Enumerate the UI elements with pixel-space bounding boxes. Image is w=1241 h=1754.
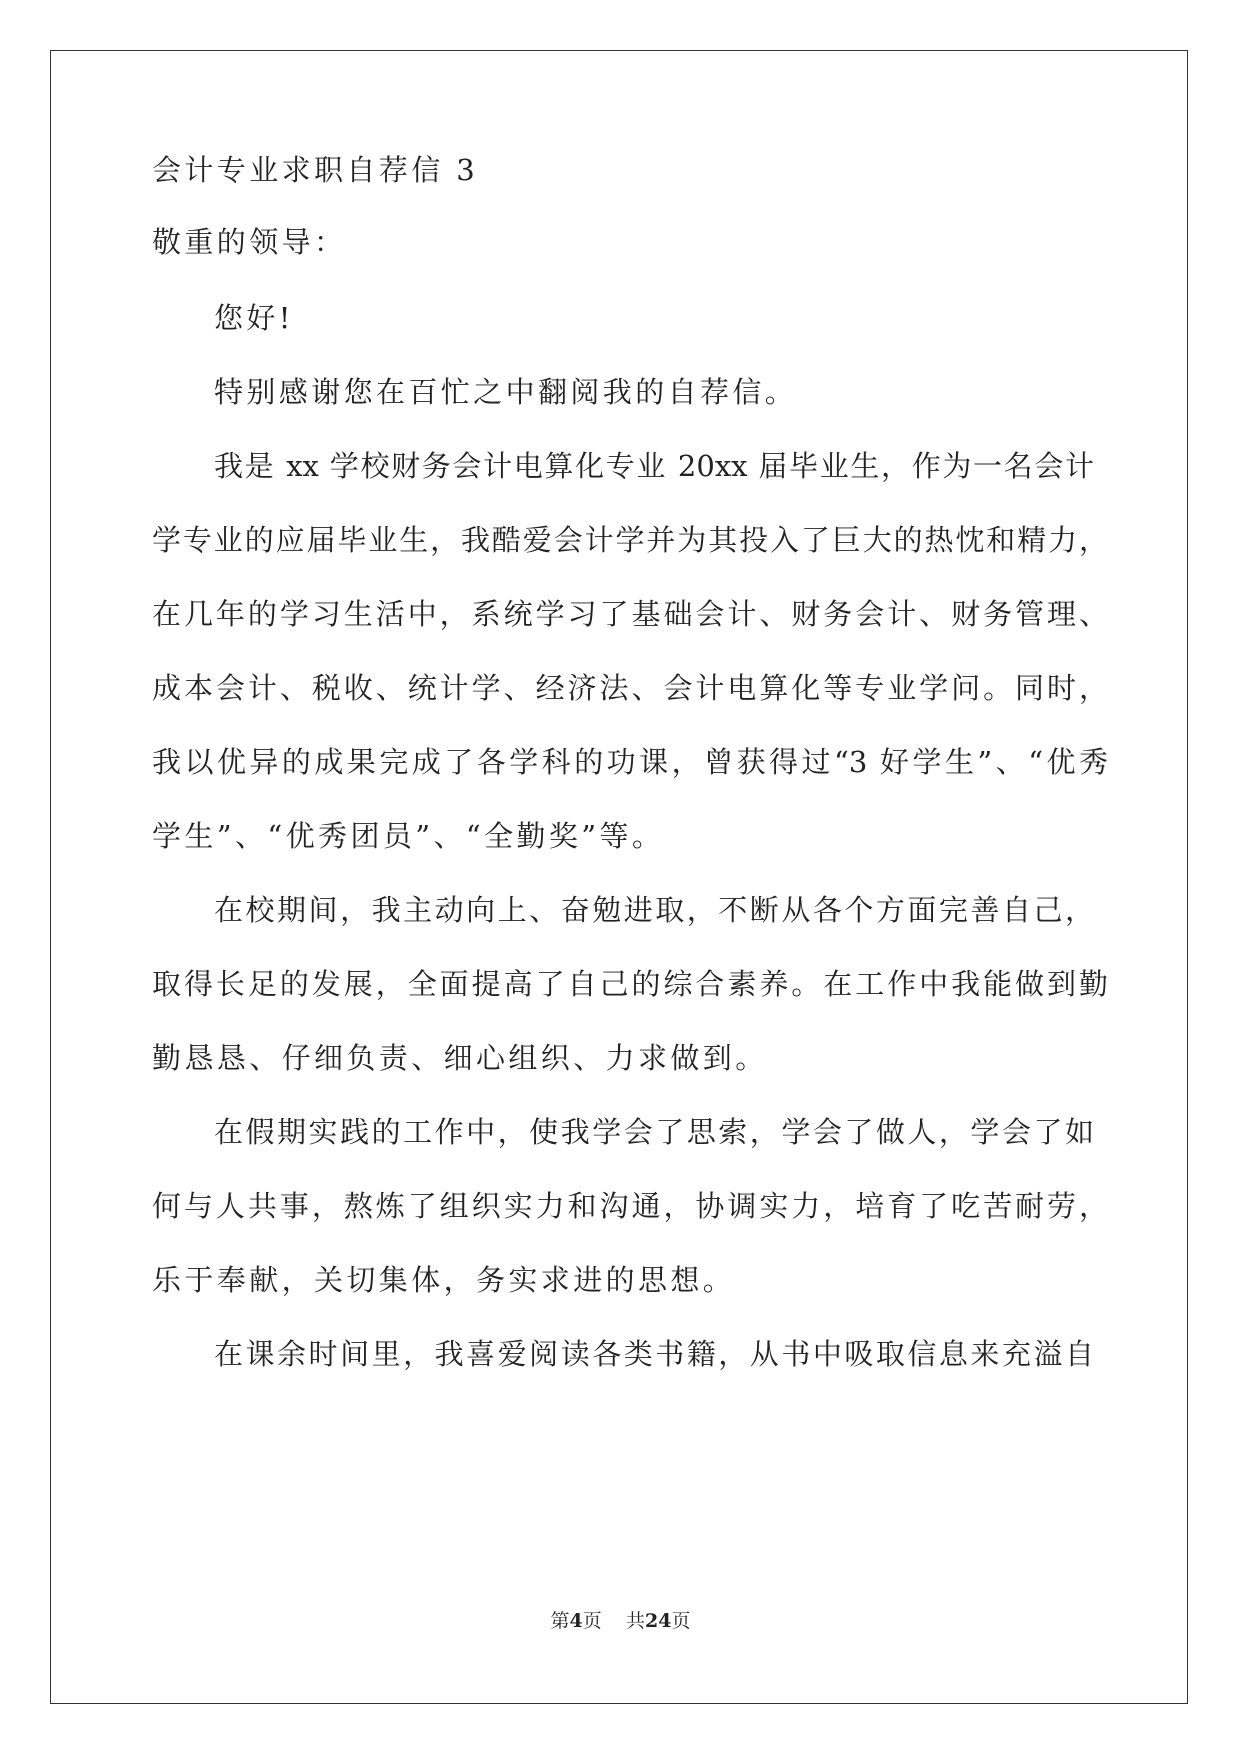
paragraph-line: 在假期实践的工作中，使我学会了思索，学会了做人，学会了如 [214,1115,1094,1149]
current-page-number: 4 [569,1610,583,1632]
greeting: 您好! [214,301,294,335]
total-pages-number: 24 [644,1610,672,1632]
footer-total-unit: 页 [671,1610,691,1632]
document-title: 会计专业求职自荐信 3 [152,153,479,187]
paragraph-line: 成本会计、税收、统计学、经济法、会计电算化等专业学问。同时， [152,671,1108,705]
paragraph-line: 在校期间，我主动向上、奋勉进取，不断从各个方面完善自己， [214,893,1094,927]
paragraph-line: 特别感谢您在百忙之中翻阅我的自荐信。 [214,375,798,409]
paragraph-line: 何与人共事，熬炼了组织实力和沟通，协调实力，培育了吃苦耐劳， [152,1189,1108,1223]
paragraph-line: 我是 xx 学校财务会计电算化专业 20xx 届毕业生，作为一名会计 [214,449,1094,483]
paragraph-line: 乐于奉献，关切集体，务实求进的思想。 [152,1263,736,1297]
paragraph-line: 学专业的应届毕业生，我酷爱会计学并为其投入了巨大的热忱和精力， [152,523,1108,557]
paragraph-line: 在课余时间里，我喜爱阅读各类书籍，从书中吸取信息来充溢自 [214,1337,1094,1371]
page-footer [0,1609,1241,1633]
salutation: 敬重的领导： [152,225,347,259]
paragraph-line: 取得长足的发展，全面提高了自己的综合素养。在工作中我能做到勤 [152,967,1108,1001]
paragraph-line: 勤恳恳、仔细负责、细心组织、力求做到。 [152,1041,768,1075]
footer-total-prefix: 共 [625,1610,645,1632]
footer-page-unit: 页 [582,1610,602,1632]
paragraph-line: 学生”、“优秀团员”、“全勤奖”等。 [152,819,665,853]
paragraph-line: 我以优异的成果完成了各学科的功课，曾获得过“3 好学生”、“优秀 [152,745,1108,779]
paragraph-line: 在几年的学习生活中，系统学习了基础会计、财务会计、财务管理、 [152,597,1108,631]
footer-prefix: 第 [550,1610,570,1632]
